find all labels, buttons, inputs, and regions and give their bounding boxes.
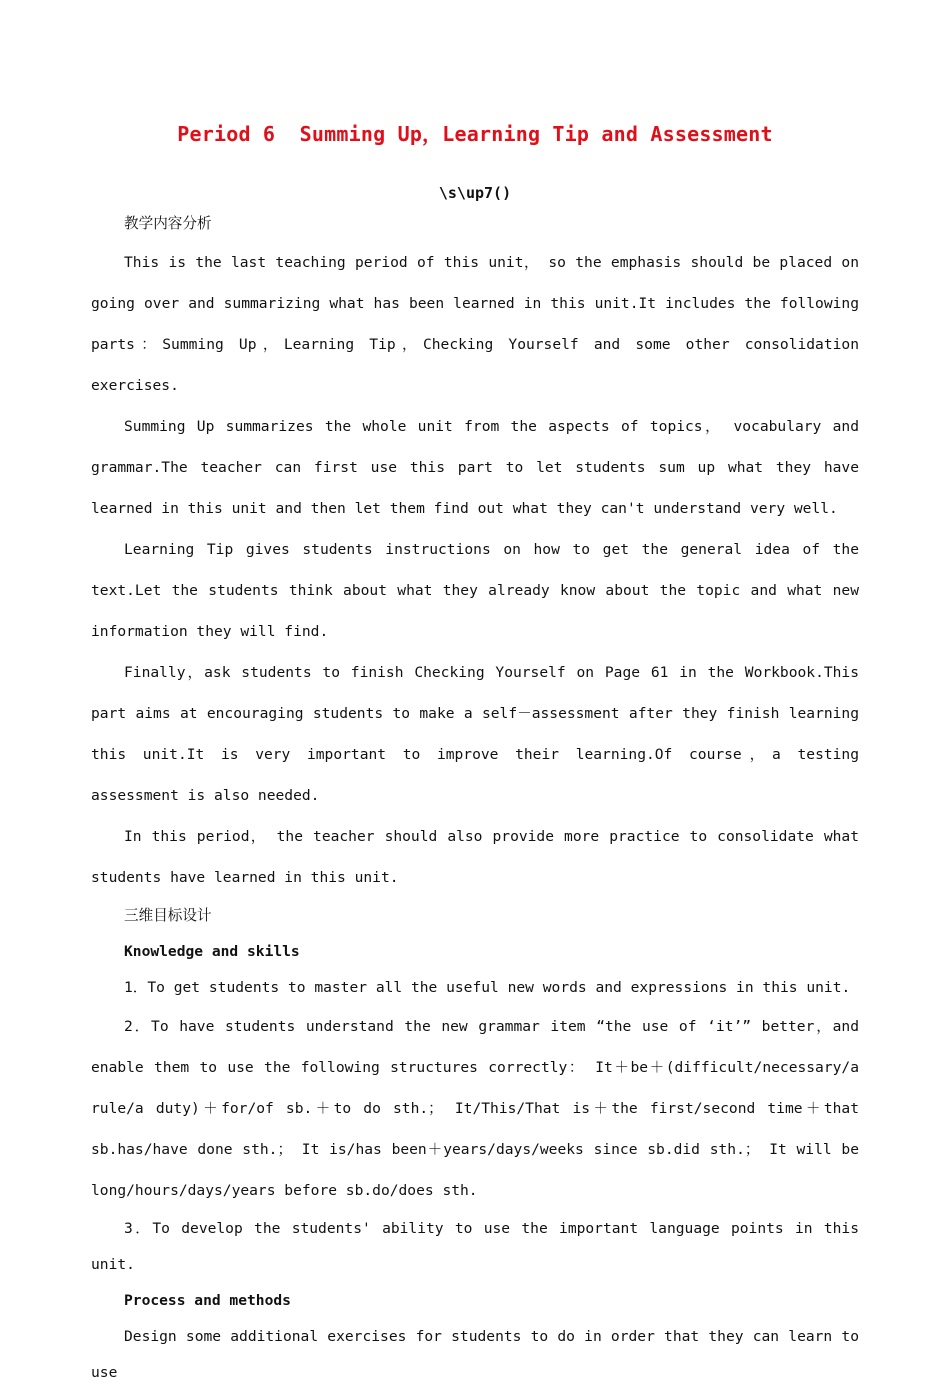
paragraph-4: Finally，ask students to finish Checking Yourself on Page 61 in the Workbook.This part aims at encouraging students to make a self－assessment after they finish learning this unit.It is very important to improve their learning.Of course，a testing assessment is also needed. [91, 664, 859, 804]
knowledge-item-3: 3．To develop the students' ability to use the important language points in this unit. [91, 1220, 859, 1273]
paragraph-2: Summing Up summarizes the whole unit from the aspects of topics， vocabulary and grammar.The teacher can first use this part to let students sum up what they have learned in this unit and then let them find out what they can't understand very well. [91, 418, 859, 517]
knowledge-item-1: 1．To get students to master all the useful new words and expressions in this unit. [124, 979, 851, 996]
paragraph-1: This is the last teaching period of this unit， so the emphasis should be placed on going over and summarizing what has been learned in this unit.It includes the following parts：Summing Up，Learning Tip，Checking Yourself and some other consolidation exercises. [91, 254, 859, 394]
process-paragraph: Design some additional exercises for students to do in order that they can learn to use [91, 1328, 859, 1381]
field-code-text: \s\up7() [438, 184, 512, 202]
paragraph-3: Learning Tip gives students instructions on how to get the general idea of the text.Let the students think about what they already know about the topic and what new information they will find. [91, 541, 859, 640]
knowledge-heading: Knowledge and skills [124, 943, 300, 960]
document-body [91, 206, 859, 1391]
paragraph-5: In this period， the teacher should also provide more practice to consolidate what students have learned in this unit. [91, 828, 859, 886]
page-title: Period 6 Summing Up，Learning Tip and Assessment [177, 122, 773, 146]
section-heading-goals: 三维目标设计 [124, 907, 212, 924]
knowledge-item-2: 2．To have students understand the new grammar item “the use of ‘it’” better，and enable them to use the following structures correctly： It＋be＋(difficult/necessary/a rule/a duty)＋for/of sb.＋to do sth.； It/This/That is＋the first/second time＋that sb.has/have done sth.； It is/has been＋years/days/weeks since sb.did sth.； It will be long/hours/days/years before sb.do/does sth. [91, 1018, 859, 1199]
section-heading-analysis: 教学内容分析 [124, 215, 212, 232]
process-heading: Process and methods [124, 1292, 291, 1309]
